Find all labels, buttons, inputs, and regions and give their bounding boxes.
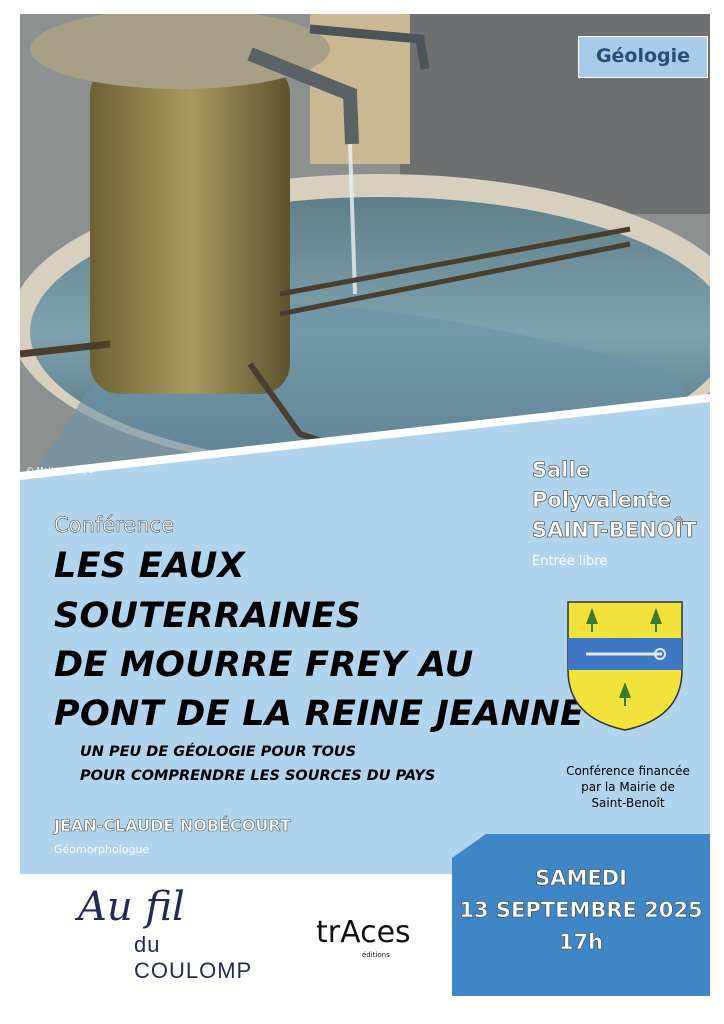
coat-of-arms-icon [566,600,684,732]
title-line-1: LES EAUX [54,546,245,586]
title-line-3: DE MOURRE FREY AU [54,645,474,685]
venue-line-2: Polyvalente [532,488,672,512]
aufil-coulomp: du COULOMP [134,932,253,983]
subtitle-line-2: POUR COMPRENDRE LES SOURCES DU PAYS [80,768,436,784]
speaker-role: Géomorphologue [54,843,150,856]
traces-subtitle: éditions [362,951,390,959]
date-time: 17h [558,930,604,954]
venue-line-1: Salle [532,458,590,482]
category-tag: Géologie [578,36,708,78]
title-line-2: SOUTERRAINES [54,596,362,636]
photo-credit: © Mathieu Sieye [26,466,94,475]
traces-logo [316,915,426,965]
venue-line-3: SAINT-BENOÎT [532,518,697,542]
au-fil-du-coulomp-logo [78,880,278,983]
conference-label: Conférence [54,513,175,537]
free-entry: Entrée libre [532,554,608,569]
aufil-script: Au fil [78,884,185,930]
funding-line-3: Saint-Benoît [591,796,665,810]
subtitle-line-1: UN PEU DE GÉOLOGIE POUR TOUS [80,744,357,760]
info-panel [20,0,710,874]
funding-line-1: Conférence financée [566,764,690,778]
date-day: SAMEDI [535,866,627,890]
speaker-name: JEAN-CLAUDE NOBÉCOURT [54,816,291,835]
date-full: 13 SEPTEMBRE 2025 [459,898,703,922]
traces-wordmark: trAces [316,915,411,950]
funding-line-2: par la Mairie de [581,780,675,794]
title-line-4: PONT DE LA REINE JEANNE [54,694,585,734]
